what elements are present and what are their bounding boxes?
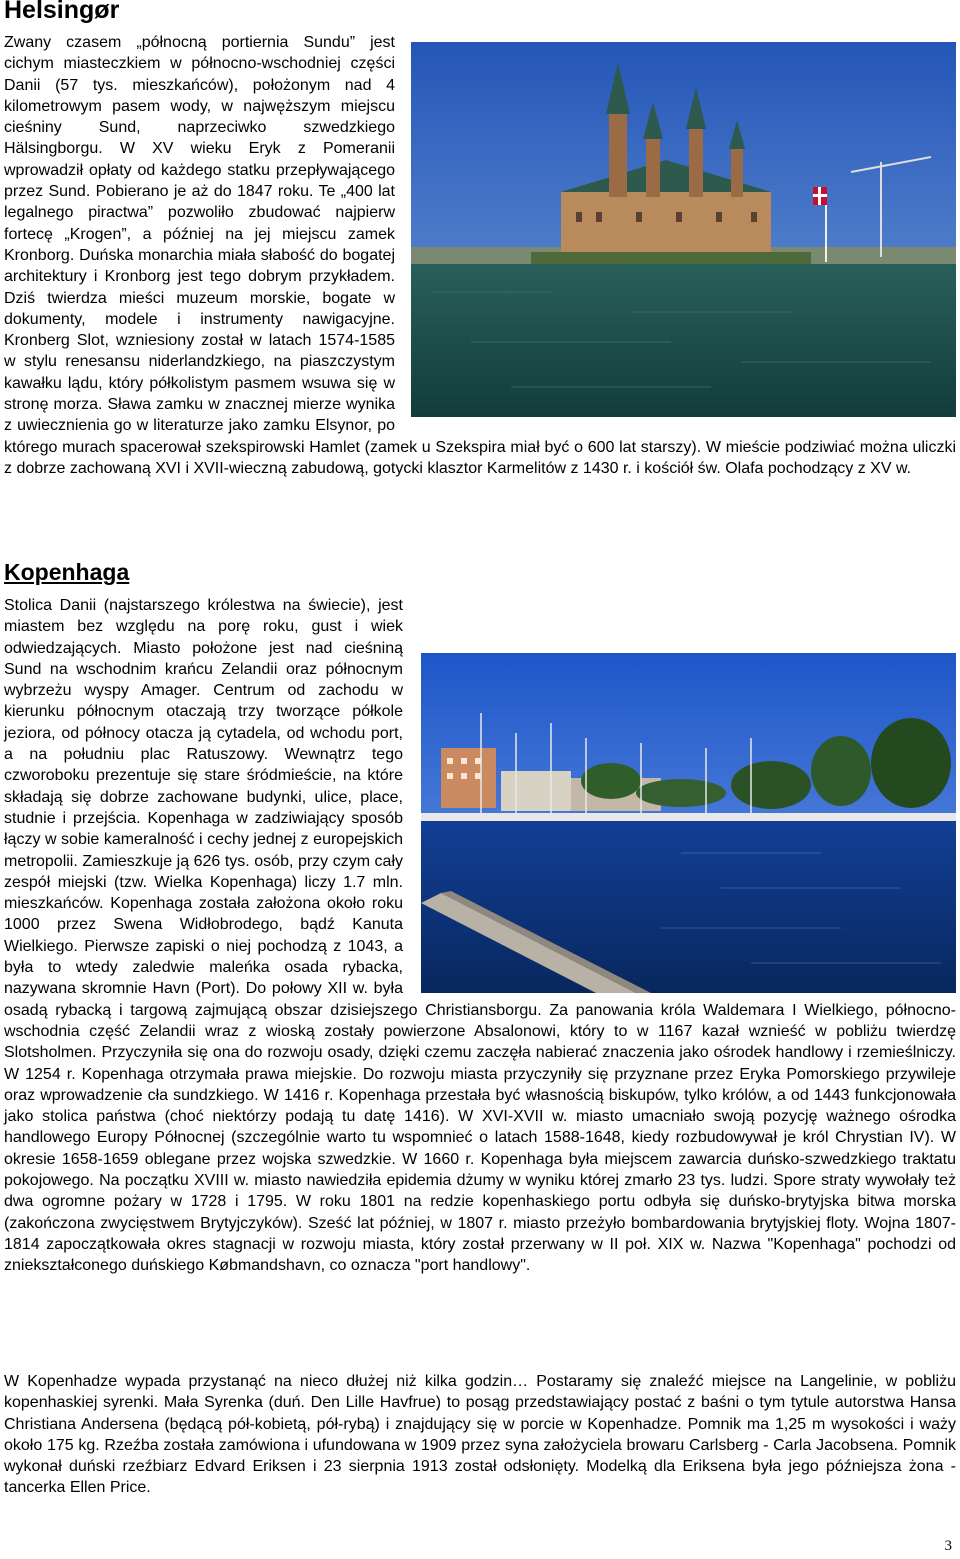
page-number: 3 [944,1538,952,1554]
kopenhaga-text: Stolica Danii (najstarszego królestwa na świecie), jest miastem bez względu na porę roku, gust i wiek odwiedzających. Miasto położone jest nad cieśniną Sund na wschodnim krańcu Zelandii oraz północnym wybrzeżu wyspy Amager. Centrum od zachodu w kierunku północnym otaczają trzy tworzące półkole jeziora, od północy otacza ją cytadela, od wchodu port, a na południu plac Ratuszowy. Wewnątrz tego czworoboku prezentuje się stare śródmieście, na które składają się dobrze zachowane budynki, ulice, place, studnie i przejścia. Kopenhaga w zadziwiający sposób łączy w sobie kameralność i cechy jednej z europejskich metropolii. Zamieszkuje ją 626 tys. osób, przy czym cały zespół miejski (tzw. Wielka Kopenhaga) liczy 1.7 mln. mieszkańców. Kopenhaga została założona około roku 1000 przez Swena Widłobrodego, bądź Kanuta Wielkiego. Pierwsze zapiski o niej pochodzą z 1043, a była to wtedy zaledwie maleńka osada rybacka, nazywana skromnie Havn (Port). Do połowy XII w. była osadą rybacką i targową zajmującą obszar dzisiejszego Christiansborgu. Za panowania króla Waldemara I Wielkiego, północno-wschodnia część Zelandii wraz z wioską zostały powierzone Absalonowi, który to w 1167 kazał wznieść w pobliżu twierdzę Slotsholmen. Przyczyniła się ona do rozwoju osady, dzięki czemu zaczęła nabierać znaczenia jako ośrodek handlowy i rzemieślniczy. W 1254 r. Kopenhaga otrzymała prawa miejskie. Do rozwoju miasta przyczyniły się przyznane przez Eryka Pomorskiego przywileje oraz wprowadzenie cła sundzkiego. W 1416 r. Kopenhaga przestała być własnością biskupów, tylko królów, a od 1443 funkcjonowała jako stolica państwa (choć niektórzy podają tu datę 1416). W XVI-XVII w. miasto umacniało swoją pozycję ważnego ośrodka handlowego Europy Północnej (szczególnie warto tu wspomnieć o latach 1588-1648, kiedy rozbudowywał je król Chrystian IV). W okresie 1658-1659 oblegane przez wojska szwedzkie. W 1660 r. Kopenhaga była miejscem zawarcia duńsko-szwedzkiego traktatu pokojowego. Na początku XVIII w. miasto nawiedziła epidemia dżumy w wyniku której zmarło 23 tys. ludzi. Spore straty wywołały też dwa ogromne pożary w 1728 i 1795. W roku 1801 na redzie kopenhaskiego portu odbyła się duńsko-brytyjska bitwa morska (zakończona zwycięstwem Brytyjczyków). Sześć lat później, w 1807 r. miasto przeżyło bombardowania brytyjskiej floty. Wojna 1807-1814 zapoczątkowała okres stagnacji w rozwoju miasta, który został przerwany w II poł. XIX w. Nazwa "Kopenhaga" pochodzi od zniekształconego duńskiego Købmandshavn, co oznacza "port handlowy". [4,597,956,1275]
kronborg-castle-photo [411,42,956,417]
copenhagen-harbour-photo [421,653,956,993]
kopenhaga-paragraph-2 [4,1371,956,1499]
kopenhaga-paragraph-container [4,595,956,1277]
heading-helsingor: Helsingør [4,0,120,24]
helsingor-paragraph-container [4,32,956,479]
helsingor-text: Zwany czasem „północną portiernia Sundu” jest cichym miasteczkiem w północno-wschodniej części Danii (57 tys. mieszkańców), położonym nad 4 kilometrowym pasem wody, w najwęższym miejscu cieśniny Sund, naprzeciwko szwedzkiego Hälsingborgu. W XV wieku Eryk z Pomeranii wprowadził opłaty od każdego statku przepływającego przez Sund. Pobierano je aż do 1847 roku. Te „400 lat legalnego piractwa” pozwoliło zbudować najpierw fortecę „Krogen”, a później na jej miejscu zamek Kronborg. Duńska monarchia miała słabość do bogatej architektury i Kronborg jest tego dobrym przykładem. Dziś twierdza mieści muzeum morskie, bogate w dokumenty, modele i instrumenty nawigacyjne. Kronberg Slot, wzniesiony został w latach 1574-1585 w stylu renesansu niderlandzkiego, na piaszczystym kawałku lądu, który półkolistym pasmem wsuwa się w stronę morza. Sława zamku w znacznej mierze wynika z uwiecznienia go w literaturze jako zamku Elsynor, po którego murach spacerował szekspirowski Hamlet (zamek u Szekspira miał być o 600 lat starszy). W mieście podziwiać można uliczki z dobrze zachowaną XVI i XVII-wieczną zabudową, gotycki klasztor Karmelitów z 1430 r. i kościół św. Olafa pochodzący z XV w. [4,34,956,477]
heading-kopenhaga: Kopenhaga [4,559,130,585]
kopenhaga-text-2: W Kopenhadze wypada przystanąć na nieco dłużej niż kilka godzin… Postaramy się znaleźć miejsce na Langelinie, w pobliżu kopenhaskiej syrenki. Mała Syrenka (duń. Den Lille Havfrue) to posąg przedstawiający postać z baśni o tym tytule autorstwa Hansa Christiana Andersena (będącą pół-kobietą, pół-rybą) i znajdujący się w porcie w Kopenhadze. Pomnik ma 1,25 m wysokości i waży około 175 kg. Rzeźba została zamówiona i ufundowana w 1909 przez syna założyciela browaru Carlsberg - Carla Jacobsena. Pomnik wykonał duński rzeźbiarz Edvard Eriksen i 23 sierpnia 1913 został odsłonięty. Modelką dla Eriksena była jego późniejsza żona - tancerka Ellen Price. [4,1373,956,1497]
